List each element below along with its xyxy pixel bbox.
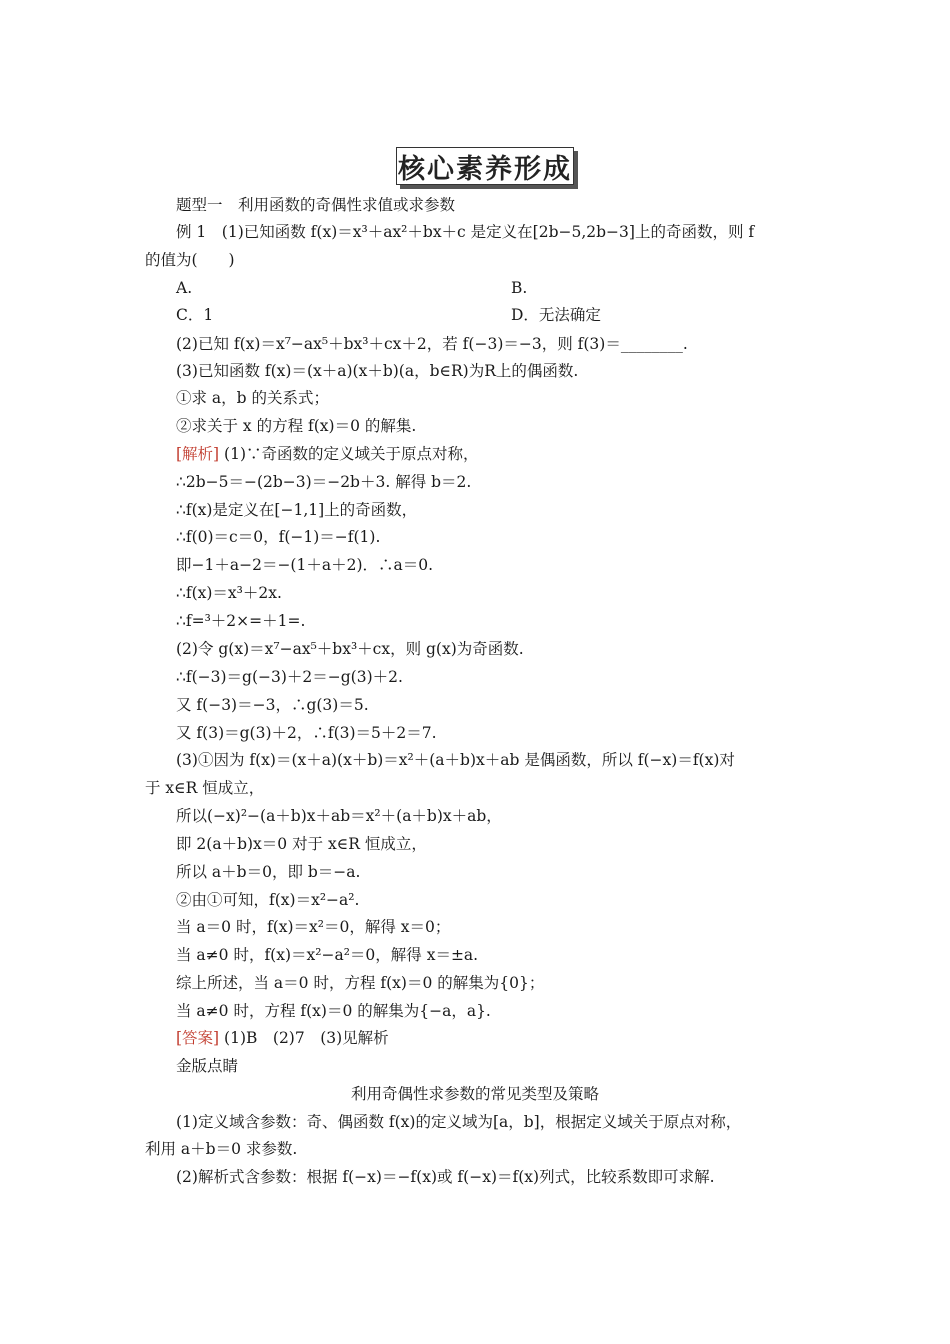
example-q3-sub2: ②求关于 x 的方程 f(x)＝0 的解集. bbox=[176, 417, 417, 435]
analysis-line-11: 又 f(3)＝g(3)＋2，∴f(3)＝5＋2＝7. bbox=[176, 724, 437, 742]
analysis-label: [解析] bbox=[176, 445, 220, 463]
tips-p1-line1: (1)定义域含参数：奇、偶函数 f(x)的定义域为[a，b]，根据定义域关于原点对称， bbox=[176, 1113, 742, 1131]
choice-b: B. bbox=[511, 279, 528, 297]
analysis-line-20: 综上所述，当 a＝0 时，方程 f(x)＝0 的解集为{0}； bbox=[176, 974, 545, 992]
example-q2: (2)已知 f(x)＝x⁷−ax⁵＋bx³＋cx＋2，若 f(−3)＝−3，则 f(3)＝________. bbox=[176, 335, 688, 353]
tips-center-title: 利用奇偶性求参数的常见类型及策略 bbox=[350, 1085, 599, 1103]
analysis-line-13: 于 x∈R 恒成立， bbox=[145, 779, 265, 797]
example-q3-sub1: ①求 a，b 的关系式； bbox=[176, 389, 330, 407]
analysis-line-12: (3)①因为 f(x)＝(x＋a)(x＋b)＝x²＋(a＋b)x＋ab 是偶函数，所以 f(−x)＝f(x)对 bbox=[176, 751, 735, 769]
example-q1-line1: 例 1 (1)已知函数 f(x)＝x³＋ax²＋bx＋c 是定义在[2b−5,2b−3]上的奇函数，则 f bbox=[176, 223, 755, 241]
answer-line bbox=[176, 1027, 389, 1049]
analysis-line-6: ∴f(x)＝x³＋2x. bbox=[176, 584, 282, 602]
analysis-line-14: 所以(−x)²−(a＋b)x＋ab＝x²＋(a＋b)x＋ab， bbox=[176, 807, 502, 825]
tips-p2: (2)解析式含参数：根据 f(−x)＝−f(x)或 f(−x)＝f(x)列式，比较系数即可求解. bbox=[176, 1168, 715, 1186]
choice-d: D．无法确定 bbox=[511, 306, 601, 324]
example-q1-line2: 的值为( ) bbox=[145, 251, 235, 269]
analysis-line-4: ∴f(0)＝c＝0，f(−1)＝−f(1). bbox=[176, 528, 381, 546]
example-q3: (3)已知函数 f(x)＝(x＋a)(x＋b)(a，b∈R)为R上的偶函数. bbox=[176, 362, 579, 380]
section-title: 核心素养形成 bbox=[398, 153, 572, 185]
analysis-line-8: (2)令 g(x)＝x⁷−ax⁵＋bx³＋cx，则 g(x)为奇函数. bbox=[176, 640, 524, 658]
analysis-line-17: ②由①可知，f(x)＝x²−a². bbox=[176, 891, 360, 909]
analysis-line-10: 又 f(−3)＝−3，∴g(3)＝5. bbox=[176, 696, 369, 714]
analysis-line-18: 当 a＝0 时，f(x)＝x²＝0，解得 x＝0； bbox=[176, 918, 451, 936]
answer-text: (1)B (2)7 (3)见解析 bbox=[224, 1029, 389, 1047]
analysis-line-7: ∴f=³＋2×=＋1=. bbox=[176, 612, 306, 630]
analysis-line-16: 所以 a＋b＝0，即 b＝−a. bbox=[176, 863, 361, 881]
analysis-text: (1)∵奇函数的定义域关于原点对称， bbox=[224, 445, 479, 463]
section-title-box bbox=[396, 147, 574, 185]
analysis-line-1 bbox=[176, 443, 479, 465]
choice-c: C．1 bbox=[176, 306, 214, 324]
question-type-heading: 题型一 利用函数的奇偶性求值或求参数 bbox=[176, 196, 456, 214]
analysis-line-2: ∴2b−5＝−(2b−3)＝−2b＋3. 解得 b＝2. bbox=[176, 473, 472, 491]
answer-label: [答案] bbox=[176, 1029, 220, 1047]
choice-a: A. bbox=[176, 279, 193, 297]
analysis-line-5: 即−1＋a−2＝−(1＋a＋2)．∴a＝0. bbox=[176, 556, 434, 574]
analysis-line-9: ∴f(−3)＝g(−3)＋2＝−g(3)＋2. bbox=[176, 668, 403, 686]
analysis-line-19: 当 a≠0 时，f(x)＝x²−a²＝0，解得 x＝±a. bbox=[176, 946, 479, 964]
analysis-line-3: ∴f(x)是定义在[−1,1]上的奇函数， bbox=[176, 501, 418, 519]
analysis-line-15: 即 2(a＋b)x＝0 对于 x∈R 恒成立， bbox=[176, 835, 427, 853]
analysis-line-21: 当 a≠0 时，方程 f(x)＝0 的解集为{−a，a}. bbox=[176, 1002, 491, 1020]
tips-p1-line2: 利用 a＋b＝0 求参数. bbox=[145, 1140, 298, 1158]
tips-heading: 金版点睛 bbox=[176, 1057, 239, 1075]
